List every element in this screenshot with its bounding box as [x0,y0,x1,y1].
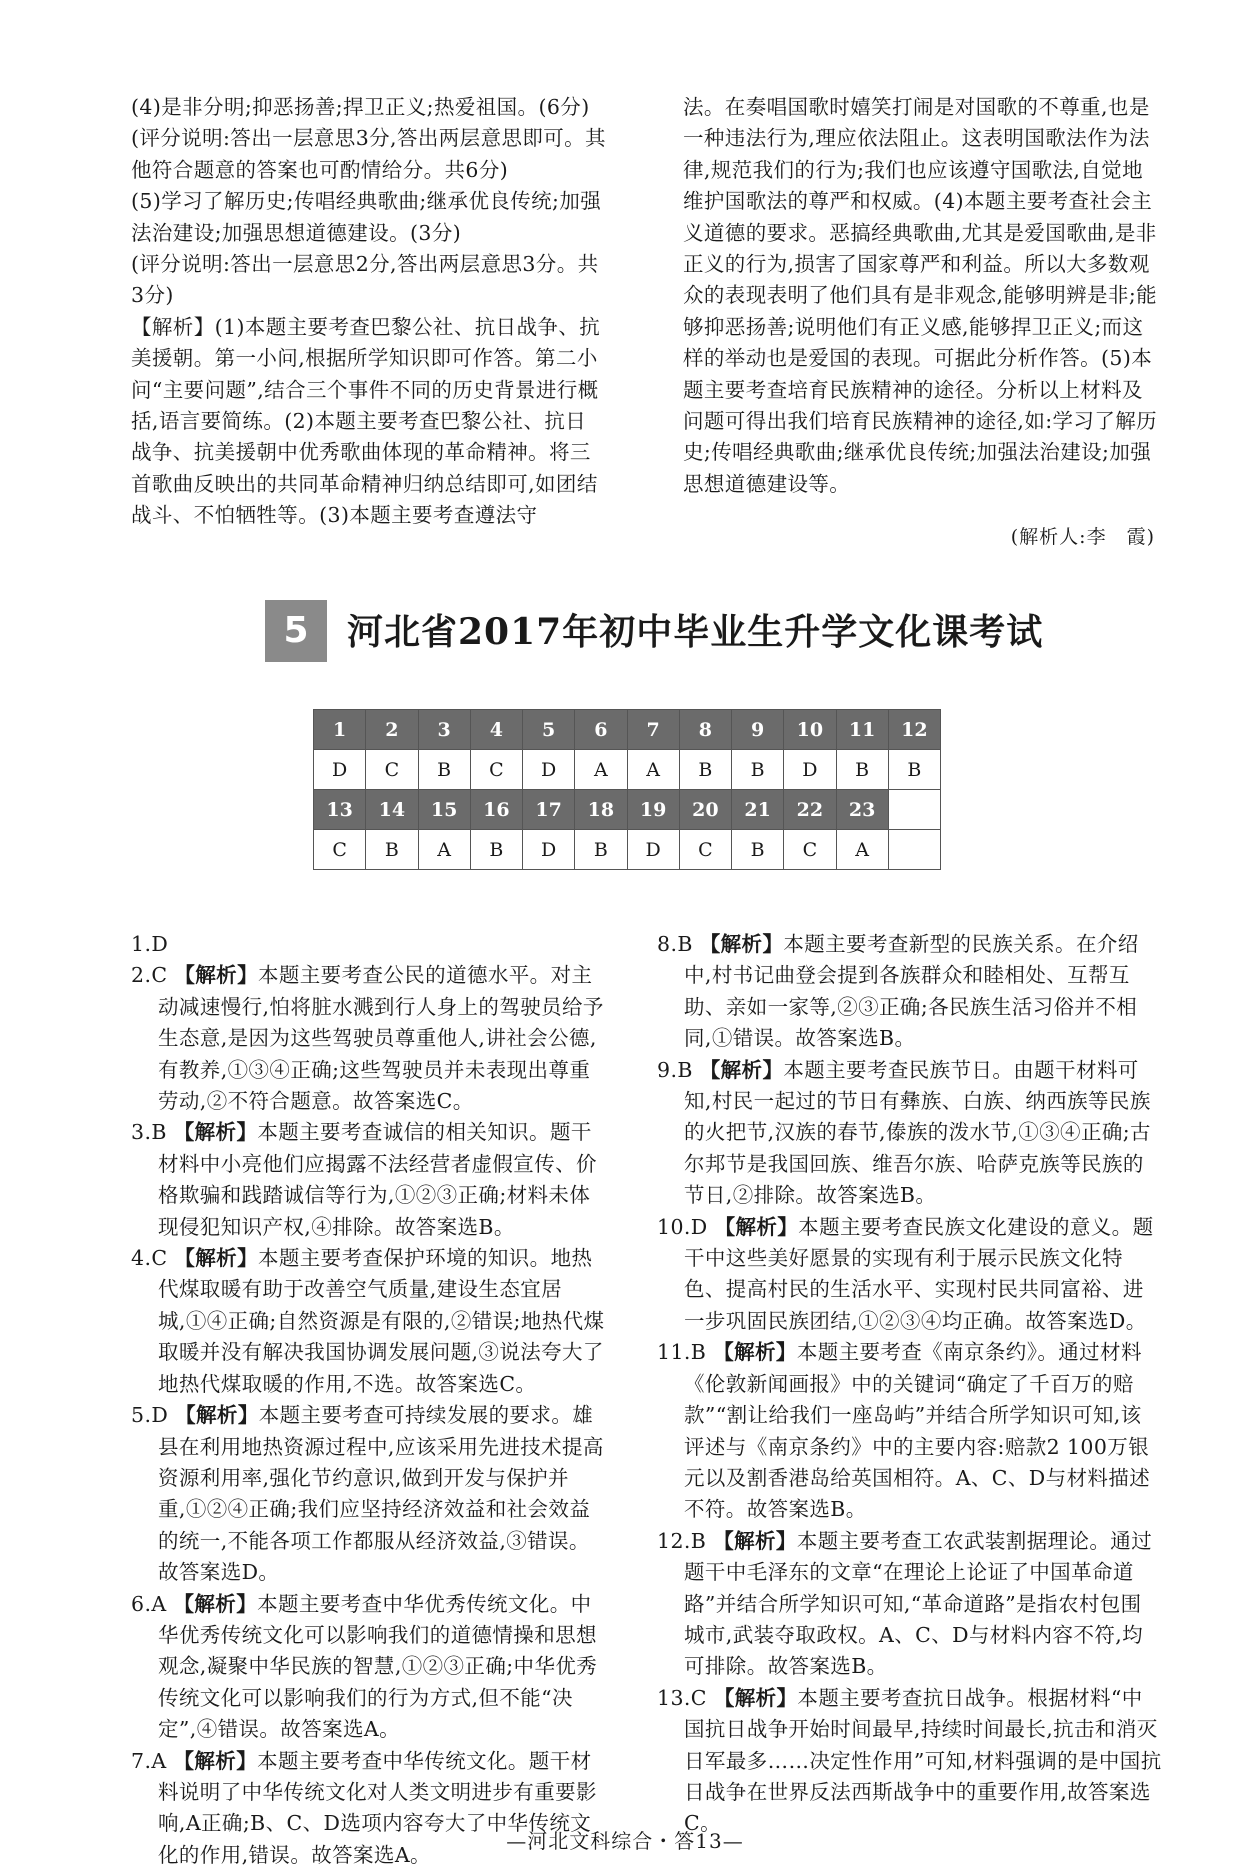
explanation-item [131,1117,606,1243]
answer-table-number-row [314,710,941,750]
answer-cell: D [627,830,679,870]
answer-cell: C [314,830,366,870]
item-number: 8.B [657,932,693,956]
analysis-tag: 【解析】 [714,1214,799,1239]
item-number: 11.B [657,1340,707,1365]
question-number: 23 [836,790,888,830]
answer-cell: A [627,750,679,790]
question-number: 19 [627,790,679,830]
question-number: 5 [523,710,575,750]
explanation-item [131,1400,606,1588]
analysis-tag: 【解析】 [699,1057,784,1082]
answer-cell: C [470,750,522,790]
answer-part-4: (4)是非分明;抑恶扬善;捍卫正义;热爱祖国。(6分) [131,95,590,119]
answer-cell: B [732,750,784,790]
question-number: 21 [732,790,784,830]
answer-cell: B [679,750,731,790]
question-number: 8 [679,710,731,750]
answer-table [313,709,941,870]
answer-table-answer-row [314,750,941,790]
scoring-note-4: (评分说明:答出一层意思3分,答出两层意思即可。其他符合题意的答案也可酌情给分。共6分) [131,126,606,182]
page-footer: —河北文科综合・答13— [506,1829,744,1853]
question-number: 11 [836,710,888,750]
question-number: 7 [627,710,679,750]
item-number: 12.B [657,1528,707,1553]
item-text: 本题主要考查民族文化建设的意义。题干中这些美好愿景的实现有利于展示民族文化特色、提高村民的生活水平、实现村民共同富裕、进一步巩固民族团结,①②③④均正确。故答案选D。 [684,1214,1154,1333]
answer-cell: D [784,750,836,790]
question-number: 2 [366,710,418,750]
question-number: 20 [679,790,731,830]
top-right-column [683,92,1161,500]
explanation-item [131,1243,606,1400]
item-number: 9.B [657,1057,693,1082]
analysis-tag: 【解析】 [713,1528,797,1553]
question-number: 3 [418,710,470,750]
answer-cell: B [418,750,470,790]
left-explanations [131,929,606,1871]
answer-table-number-row [314,790,941,830]
answer-cell: A [836,830,888,870]
answer-cell: B [836,750,888,790]
question-number: 1 [314,710,366,750]
item-text: 本题主要考查可持续发展的要求。雄县在利用地热资源过程中,应该采用先进技术提高资源利用率,强化节约意识,做到开发与保护并重,①②④正确;我们应坚持经济效益和社会效益的统一,不能各项工作都服从经济效益,③错误。故答案选D。 [158,1403,604,1585]
explanation-item [657,1683,1162,1840]
question-number: 13 [314,790,366,830]
question-number: 4 [470,710,522,750]
answer-cell: D [523,750,575,790]
item-text: 本题主要考查新型的民族关系。在介绍中,村书记曲登会提到各族群众和睦相处、互帮互助、亲如一家等,②③正确;各民族生活习俗并不相同,①错误。故答案选B。 [684,932,1139,1051]
answer-cell: B [366,830,418,870]
explanation-item [657,1337,1162,1525]
top-left-column [131,92,606,532]
analysis-tag: 【解析】 [713,1685,798,1710]
question-number: 17 [523,790,575,830]
analyst-credit: (解析人:李 霞) [1010,526,1155,548]
item-number: 7.A [131,1748,167,1773]
explanation-item [131,1589,606,1746]
analysis-paragraph: 【解析】(1)本题主要考查巴黎公社、抗日战争、抗美援朝。第一小问,根据所学知识即可作答。第二小问“主要问题”,结合三个事件不同的历史背景进行概括,语言要简练。(2)本题主要考查巴黎公社、抗日战争、抗美援朝中优秀歌曲体现的革命精神。将三首歌曲反映出的共同革命精神归纳总结即可,如团结战斗、不怕牺牲等。(3)本题主要考查遵法守 [131,314,601,528]
answer-cell: C [784,830,836,870]
item-text: 本题主要考查抗日战争。根据材料“中国抗日战争开始时间最早,持续时间最长,抗击和消灭日军最多……决定性作用”可知,材料强调的是中国抗日战争在世界反法西斯战争中的重要作用,故答案选C。 [684,1685,1162,1836]
item-text: 本题主要考查工农武装割据理论。通过题干中毛泽东的文章“在理论上论证了中国革命道路”并结合所学知识可知,“革命道路”是指农村包围城市,武装夺取政权。A、C、D与材料内容不符,均可排除。故答案选B。 [684,1528,1153,1679]
item-text: 本题主要考查保护环境的知识。地热代煤取暖有助于改善空气质量,建设生态宜居城,①④正确;自然资源是有限的,②错误;地热代煤取暖并没有解决我国协调发展问题,③说法夸大了地热代煤取暖的作用,不选。故答案选C。 [158,1246,605,1396]
item-number: 4.C [131,1246,168,1271]
question-number: 14 [366,790,418,830]
item-text: 本题主要考查中华优秀传统文化。中华优秀传统文化可以影响我们的道德情操和思想观念,凝聚中华民族的智慧,①②③正确;中华优秀传统文化可以影响我们的行为方式,但不能“决定”,④错误。故答案选A。 [158,1591,598,1742]
item-number: 2.C [131,963,168,988]
explanation-item [657,1055,1162,1212]
answer-cell: A [575,750,627,790]
question-number: 12 [888,710,940,750]
question-number: 18 [575,790,627,830]
item-text: 本题主要考查诚信的相关知识。题干材料中小亮他们应揭露不法经营者虚假宣传、价格欺骗和践踏诚信等行为,①②③正确;材料未体现侵犯知识产权,④排除。故答案选B。 [158,1120,597,1239]
answer-cell: B [732,830,784,870]
item-number: 13.C [657,1685,707,1710]
question-number: 22 [784,790,836,830]
explanation-item [131,929,606,960]
section-title: 河北省2017年初中毕业生升学文化课考试 [347,611,1044,653]
empty-cell [888,830,940,870]
empty-cell [888,790,940,830]
answer-cell: C [366,750,418,790]
item-text: 本题主要考查公民的道德水平。对主动减速慢行,怕将脏水溅到行人身上的驾驶员给予生态意,是因为这些驾驶员尊重他人,讲社会公德,有教养,①③④正确;这些驾驶员并未表现出尊重劳动,②不符合题意。故答案选C。 [158,963,604,1114]
analysis-tag: 【解析】 [175,1403,259,1428]
section-banner [265,600,1044,662]
item-number: 1.D [131,932,169,956]
item-number: 3.B [131,1120,167,1145]
analysis-tag: 【解析】 [174,963,258,988]
item-number: 5.D [131,1403,169,1428]
answer-cell: B [470,830,522,870]
analysis-tag: 【解析】 [174,1246,258,1271]
question-number: 15 [418,790,470,830]
answer-cell: D [314,750,366,790]
section-number: 5 [265,600,327,662]
item-number: 10.D [657,1214,708,1239]
answer-cell: A [418,830,470,870]
analysis-continuation: 法。在奏唱国歌时嬉笑打闹是对国歌的不尊重,也是一种违法行为,理应依法阻止。这表明国歌法作为法律,规范我们的行为;我们也应该遵守国歌法,自觉地维护国歌法的尊严和权威。(4)本题主要考查社会主义道德的要求。恶搞经典歌曲,尤其是爱国歌曲,是非正义的行为,损害了国家尊严和利益。所以大多数观众的表现表明了他们具有是非观念,能够明辨是非;能够抑恶扬善;说明他们有正义感,能够捍卫正义;而这样的举动也是爱国的表现。可据此分析作答。(5)本题主要考查培育民族精神的途径。分析以上材料及问题可得出我们培育民族精神的途径,如:学习了解历史;传唱经典歌曲;继承优良传统;加强法治建设;加强思想道德建设等。 [683,95,1158,496]
answer-cell: B [575,830,627,870]
item-text: 本题主要考查《南京条约》。通过材料《伦敦新闻画报》中的关键词“确定了千百万的赔款”“割让给我们一座岛屿”并结合所学知识可知,该评述与《南京条约》中的主要内容:赔款2 100万银元以及割香港岛给英国相符。A、C、D与材料描述不符。故答案选B。 [684,1340,1151,1522]
analysis-tag: 【解析】 [713,1340,797,1365]
analysis-tag: 【解析】 [173,1591,258,1616]
answer-part-5: (5)学习了解历史;传唱经典歌曲;继承优良传统;加强法治建设;加强思想道德建设。(3分) [131,189,602,245]
question-number: 16 [470,790,522,830]
item-text: 本题主要考查民族节日。由题干材料可知,村民一起过的节日有彝族、白族、纳西族等民族的火把节,汉族的春节,傣族的泼水节,①③④正确;古尔邦节是我国回族、维吾尔族、哈萨克族等民族的节日,②排除。故答案选B。 [684,1057,1151,1208]
explanation-item [657,1526,1162,1683]
question-number: 9 [732,710,784,750]
item-number: 6.A [131,1591,167,1616]
scoring-note-5: (评分说明:答出一层意思2分,答出两层意思3分。共3分) [131,252,599,308]
analysis-tag: 【解析】 [173,1120,258,1145]
analysis-tag: 【解析】 [173,1748,258,1773]
answer-cell: B [888,750,940,790]
answer-table-answer-row [314,830,941,870]
right-explanations [657,929,1162,1840]
question-number: 6 [575,710,627,750]
analysis-tag: 【解析】 [699,932,784,956]
item-text: 本题主要考查中华传统文化。题干材料说明了中华传统文化对人类文明进步有重要影响,A正确;B、C、D选项内容夸大了中华传统文化的作用,错误。故答案选A。 [158,1748,597,1867]
answer-cell: D [523,830,575,870]
question-number: 10 [784,710,836,750]
answer-cell: C [679,830,731,870]
explanation-item [131,960,606,1117]
explanation-item [657,929,1162,1055]
explanation-item [657,1212,1162,1338]
